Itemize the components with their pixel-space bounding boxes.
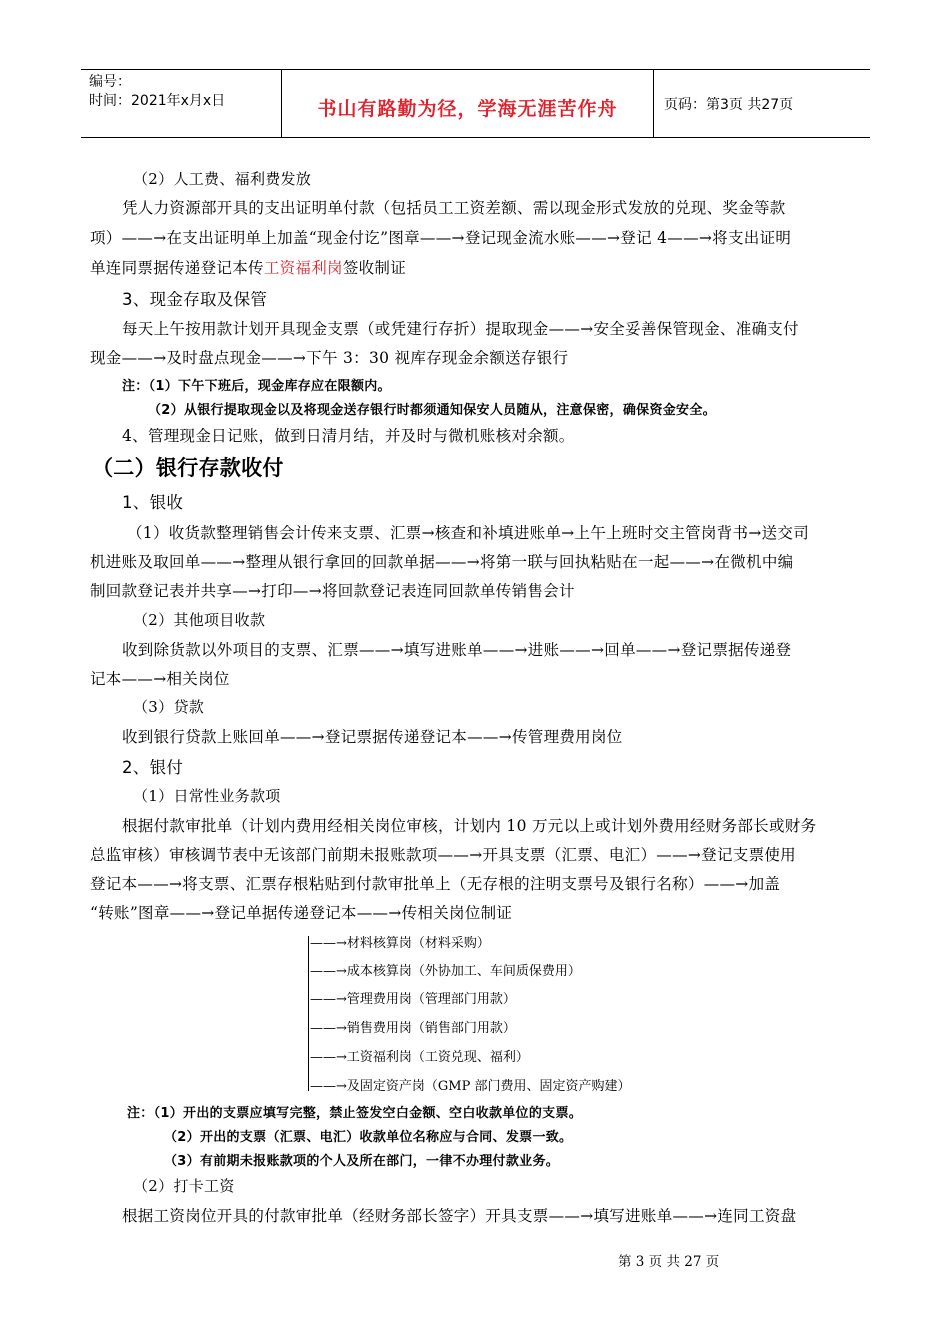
receipt-2-title: （2）其他项目收款 [133,611,266,629]
payment-2-title: （2）打卡工资 [133,1177,235,1195]
branch-item: ——→管理费用岗（管理部门用款） [310,992,516,1007]
time-label: 时间：2021年x月x日 [89,93,226,109]
branch-item: ——→工资福利岗（工资兑现、福利） [310,1050,529,1065]
highlight-post-name: 工资福利岗 [263,259,343,277]
cash-note-1: 注：（1）下午下班后，现金库存应在限额内。 [122,379,391,394]
section-bank-title: （二）银行存款收付 [92,456,284,480]
receipt-3-line1: 收到银行贷款上账回单——→登记票据传递登记本——→传管理费用岗位 [122,728,623,746]
page-header [81,69,870,138]
item2-line3-post: 签收制证 [342,259,407,277]
receipt-2-line1: 收到除货款以外项目的支票、汇票——→填写进账单——→进账——→回单——→登记票据传递登 [122,641,792,659]
payment-note-3: （3）有前期未报账款项的个人及所在部门，一律不办理付款业务。 [164,1154,560,1169]
header-motto-cell [282,70,654,137]
item2-line1: 凭人力资源部开具的支出证明单付款（包括员工工资差额、需以现金形式发放的兑现、奖金等款 [122,199,786,217]
page-footer: 第 3 页 共 27 页 [618,1254,720,1270]
item2-line2: 项）——→在支出证明单上加盖“现金付讫”图章——→登记现金流水账——→登记 4——→将支出证明 [90,229,792,247]
bank-payment-title: 2、银付 [122,758,184,777]
branch-bracket [308,936,309,1091]
header-meta-cell [81,70,282,137]
payment-1-line4: “转账”图章——→登记单据传递登记本——→传相关岗位制证 [90,904,513,922]
bank-receipt-title: 1、银收 [122,493,184,512]
section3-title: 3、现金存取及保管 [122,290,268,309]
receipt-1-line2: 机进账及取回单——→整理从银行拿回的回款单据——→将第一联与回执粘贴在一起——→在微机中编 [90,553,794,571]
receipt-3-title: （3）贷款 [133,698,205,716]
receipt-1-line1: （1）收货款整理销售会计传来支票、汇票→核查和补填进账单→上午上班时交主管岗背书→送交司 [127,524,810,542]
payment-1-line3: 登记本——→将支票、汇票存根粘贴到付款审批单上（无存根的注明支票号及银行名称）——→加盖 [90,875,781,893]
item2-line3 [90,256,406,278]
payment-note-2: （2）开出的支票（汇票、电汇）收款单位名称应与合同、发票一致。 [164,1130,573,1145]
branch-item: ——→及固定资产岗（GMP 部门费用、固定资产购建） [310,1079,631,1094]
payment-note-1: 注：（1）开出的支票应填写完整，禁止签发空白金额、空白收款单位的支票。 [127,1106,583,1121]
branch-item: ——→销售费用岗（销售部门用款） [310,1021,516,1036]
payment-2-line1: 根据工资岗位开具的付款审批单（经财务部长签字）开具支票——→填写进账单——→连同工资盘 [122,1207,797,1225]
branch-item: ——→成本核算岗（外协加工、车间质保费用） [310,964,581,979]
payment-1-title: （1）日常性业务款项 [133,787,281,805]
payment-1-line2: 总监审核）审核调节表中无该部门前期未报账款项——→开具支票（汇票、电汇）——→登记支票使用 [90,846,796,864]
cash-note-2: （2）从银行提取现金以及将现金送存银行时都须通知保安人员随从，注意保密，确保资金安全。 [148,403,716,418]
header-page-info: 页码：第3页 共27页 [664,97,794,113]
number-label: 编号： [89,74,131,90]
payment-1-line1: 根据付款审批单（计划内费用经相关岗位审核，计划内 10 万元以上或计划外费用经财务部长或财务 [122,817,817,835]
item2-line3-pre: 单连同票据传递登记本传 [90,259,264,277]
section3-line2: 现金——→及时盘点现金——→下午 3：30 视库存现金余额送存银行 [90,349,569,367]
motto-text: 书山有路勤为径，学海无涯苦作舟 [317,98,618,120]
receipt-1-line3: 制回款登记表并共享—→打印—→将回款登记表连同回款单传销售会计 [90,582,575,600]
branch-item: ——→材料核算岗（材料采购） [310,936,490,951]
item2-title: （2）人工费、福利费发放 [133,170,312,188]
section4-line: 4、管理现金日记账，做到日清月结，并及时与微机账核对余额。 [122,427,575,445]
section3-line1: 每天上午按用款计划开具现金支票（或凭建行存折）提取现金——→安全妥善保管现金、准确支付 [122,320,799,338]
receipt-2-line2: 记本——→相关岗位 [90,670,230,688]
